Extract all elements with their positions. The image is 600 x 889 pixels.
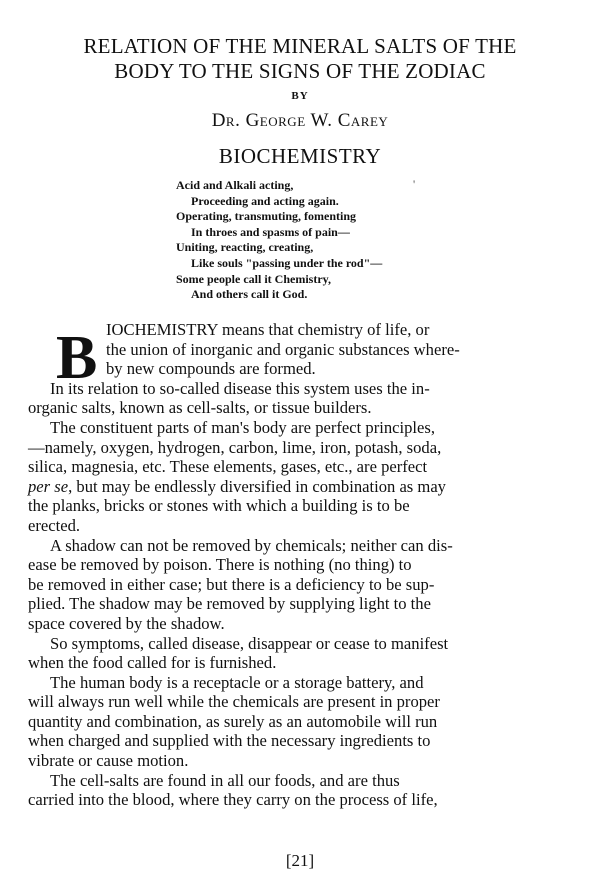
poem-line: Uniting, reacting, creating, bbox=[176, 240, 314, 255]
page-number: [21] bbox=[285, 851, 315, 870]
text-line: space covered by the shadow. bbox=[28, 613, 225, 633]
byline-label: BY bbox=[291, 90, 309, 102]
title-line-1: RELATION OF THE MINERAL SALTS OF THE bbox=[83, 34, 517, 58]
title-line-2: BODY TO THE SIGNS OF THE ZODIAC bbox=[114, 59, 486, 83]
poem-line: Like souls "passing under the rod"— bbox=[191, 255, 383, 270]
text-line: A shadow can not be removed by chemicals; neither can dis- bbox=[50, 535, 453, 555]
text-line: by new compounds are formed. bbox=[106, 359, 316, 379]
poem-line: And others call it God. bbox=[191, 287, 308, 302]
text-line: silica, magnesia, etc. These elements, gases, etc., are perfect bbox=[28, 457, 428, 477]
text-line: be removed in either case; but there is a deficiency to be sup- bbox=[28, 574, 435, 594]
text-line: The human body is a receptacle or a storage battery, and bbox=[50, 672, 424, 692]
text-line: In its relation to so-called disease this system uses the in- bbox=[50, 378, 430, 398]
text-line: The constituent parts of man's body are perfect principles, bbox=[50, 417, 435, 437]
text-line: when the food called for is furnished. bbox=[28, 653, 277, 673]
text-line: the union of inorganic and organic substances where- bbox=[106, 339, 460, 359]
epigraph-poem bbox=[176, 178, 476, 303]
poem-line: Some people call it Chemistry, bbox=[176, 271, 331, 286]
text-line: carried into the blood, where they carry on the process of life, bbox=[28, 790, 438, 810]
poem-line: Acid and Alkali acting, bbox=[176, 178, 294, 192]
poem-line: Proceeding and acting again. bbox=[191, 193, 339, 208]
text-line: erected. bbox=[28, 515, 81, 535]
text-line: organic salts, known as cell-salts, or tissue builders. bbox=[28, 398, 372, 418]
text-line: IOCHEMISTRY means that chemistry of life, or bbox=[106, 320, 430, 339]
text-line: quantity and combination, as surely as an automobile will run bbox=[28, 711, 438, 731]
poem-line: In throes and spasms of pain— bbox=[191, 224, 350, 239]
page-title bbox=[30, 34, 570, 84]
latin-phrase: per se bbox=[28, 476, 69, 496]
text-line: plied. The shadow may be removed by supplying light to the bbox=[28, 594, 431, 614]
text-line: The cell-salts are found in all our foods, and are thus bbox=[50, 770, 400, 790]
text-line: So symptoms, called disease, disappear or cease to manifest bbox=[50, 633, 449, 653]
body-text bbox=[28, 320, 573, 810]
section-subtitle: BIOCHEMISTRY bbox=[218, 144, 382, 168]
dropcap-text: B bbox=[56, 324, 98, 386]
text-line: ease be removed by poison. There is nothing (no thing) to bbox=[28, 555, 412, 575]
text-line: the planks, bricks or stones with which a building is to be bbox=[28, 496, 410, 516]
text-line: per se, but may be endlessly diversified in combination as may bbox=[28, 476, 446, 496]
author-name: Dr. George W. Carey bbox=[211, 110, 389, 131]
text-line: —namely, oxygen, hydrogen, carbon, lime, iron, potash, soda, bbox=[28, 437, 442, 457]
print-mark: ' bbox=[413, 177, 416, 191]
text-line: will always run well while the chemicals are present in proper bbox=[28, 692, 440, 712]
text-line: when charged and supplied with the necessary ingredients to bbox=[28, 731, 431, 751]
text-line: vibrate or cause motion. bbox=[28, 751, 189, 771]
poem-line: Operating, transmuting, fomenting bbox=[176, 209, 356, 224]
